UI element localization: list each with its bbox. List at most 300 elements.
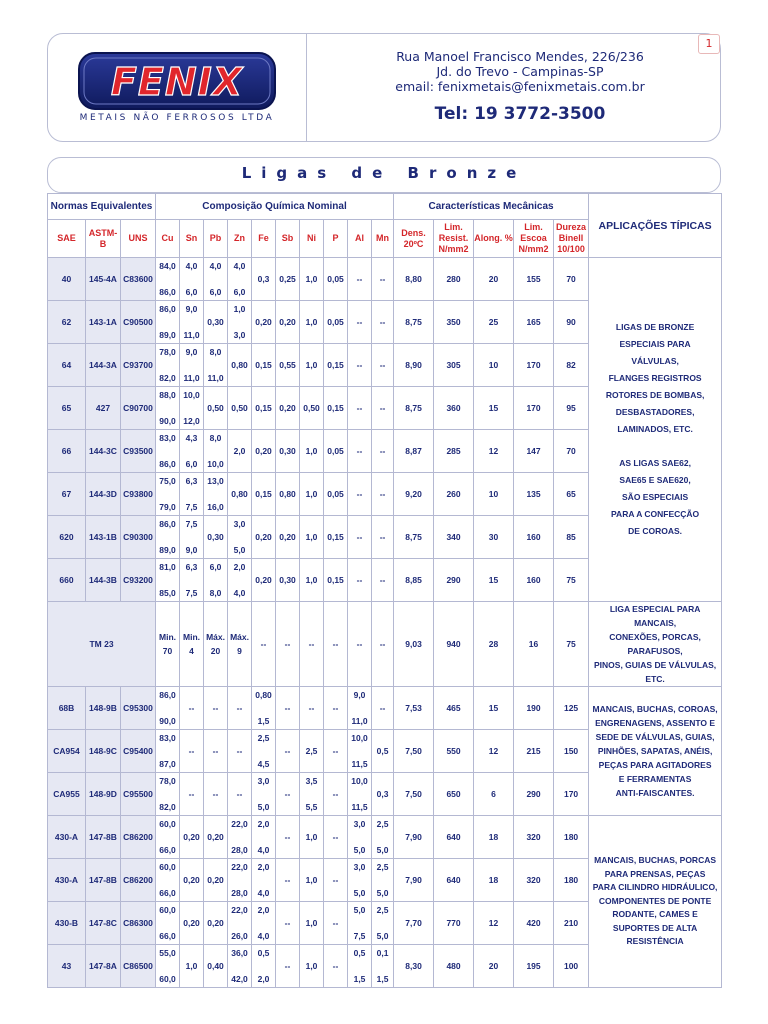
cell-astm: 147-8B: [86, 816, 121, 859]
cell-cu: 60,0 66,0: [156, 816, 180, 859]
application-line: PINHÕES, SAPATAS, ANÉIS,: [597, 746, 713, 756]
cell-p: 0,05: [324, 301, 348, 344]
cell-along: 12: [474, 430, 514, 473]
cell-lim-resist: 770: [434, 902, 474, 945]
cell-al: 10,0 11,5: [348, 730, 372, 773]
cell-p: --: [324, 816, 348, 859]
cell-along: 15: [474, 687, 514, 730]
cell-sb: --: [276, 902, 300, 945]
cell-pb: 8,0 11,0: [204, 344, 228, 387]
cell-uns: C90300: [121, 516, 156, 559]
cell-lim-escoa: 135: [514, 473, 554, 516]
cell-dens: 8,90: [394, 344, 434, 387]
cell-dureza: 82: [554, 344, 589, 387]
cell-p: 0,05: [324, 258, 348, 301]
cell-uns: C95500: [121, 773, 156, 816]
cell-lim-resist: 550: [434, 730, 474, 773]
application-line: ENGRENAGENS, ASSENTO E: [595, 718, 716, 728]
cell-dureza: 180: [554, 859, 589, 902]
cell-sn: --: [180, 773, 204, 816]
cell-along: 15: [474, 387, 514, 430]
application-line: RESISTÊNCIA: [626, 936, 684, 947]
cell-al: --: [348, 602, 372, 687]
cell-dureza: 210: [554, 902, 589, 945]
cell-tm23-name: TM 23: [48, 602, 156, 687]
column-header-sn: Sn: [180, 220, 204, 258]
cell-astm: 144-3D: [86, 473, 121, 516]
cell-uns: C90500: [121, 301, 156, 344]
cell-sb: 0,20: [276, 301, 300, 344]
cell-sn: 0,20: [180, 816, 204, 859]
cell-dens: 8,85: [394, 559, 434, 602]
cell-astm: 143-1A: [86, 301, 121, 344]
applications-group-1: [589, 258, 722, 602]
cell-dens: 8,75: [394, 387, 434, 430]
cell-ni: 1,0: [300, 859, 324, 902]
cell-mn: --: [372, 602, 394, 687]
cell-fe: 2,0 4,0: [252, 902, 276, 945]
cell-uns: C86200: [121, 859, 156, 902]
application-line: PINOS, GUIAS DE VÁLVULAS, ETC.: [594, 660, 717, 684]
cell-pb: --: [204, 687, 228, 730]
cell-along: 28: [474, 602, 514, 687]
cell-sn: --: [180, 730, 204, 773]
cell-fe: 0,3: [252, 258, 276, 301]
cell-sn: 0,20: [180, 902, 204, 945]
cell-lim-resist: 465: [434, 687, 474, 730]
application-line: FLANGES REGISTROS: [608, 373, 702, 383]
cell-dens: 9,20: [394, 473, 434, 516]
cell-zn: Máx. 9: [228, 602, 252, 687]
cell-p: --: [324, 902, 348, 945]
cell-p: 0,05: [324, 430, 348, 473]
fenix-logo: [78, 52, 276, 110]
cell-lim-resist: 480: [434, 945, 474, 988]
cell-dens: 8,75: [394, 301, 434, 344]
cell-mn: --: [372, 387, 394, 430]
cell-sb: --: [276, 773, 300, 816]
cell-ni: 1,0: [300, 816, 324, 859]
cell-dureza: 70: [554, 258, 589, 301]
cell-astm: 144-3A: [86, 344, 121, 387]
cell-zn: 0,50: [228, 387, 252, 430]
cell-zn: 2,0: [228, 430, 252, 473]
cell-dureza: 75: [554, 559, 589, 602]
application-line: COMPONENTES DE PONTE: [598, 895, 712, 906]
application-line: ANTI-FAISCANTES.: [615, 788, 695, 798]
cell-ni: 1,0: [300, 516, 324, 559]
cell-sb: 0,25: [276, 258, 300, 301]
cell-pb: 0,30: [204, 516, 228, 559]
header-divider: [306, 33, 307, 142]
cell-al: --: [348, 473, 372, 516]
cell-dureza: 150: [554, 730, 589, 773]
cell-sae: 66: [48, 430, 86, 473]
cell-uns: C95400: [121, 730, 156, 773]
cell-lim-escoa: 147: [514, 430, 554, 473]
cell-lim-resist: 350: [434, 301, 474, 344]
cell-zn: 36,0 42,0: [228, 945, 252, 988]
cell-uns: C93500: [121, 430, 156, 473]
cell-sn: 7,5 9,0: [180, 516, 204, 559]
cell-uns: C93700: [121, 344, 156, 387]
cell-pb: Máx. 20: [204, 602, 228, 687]
cell-p: --: [324, 945, 348, 988]
cell-sb: --: [276, 945, 300, 988]
application-line: E FERRAMENTAS: [618, 774, 692, 784]
application-line: CONEXÕES, PORCAS, PARAFUSOS,: [609, 632, 701, 656]
cell-dureza: 90: [554, 301, 589, 344]
applications-group-2: [589, 687, 722, 816]
cell-pb: 0,20: [204, 816, 228, 859]
cell-sae: 430-B: [48, 902, 86, 945]
application-line: PARA PRENSAS, PEÇAS: [604, 868, 706, 879]
cell-lim-escoa: 160: [514, 516, 554, 559]
cell-lim-resist: 290: [434, 559, 474, 602]
cell-lim-escoa: 320: [514, 816, 554, 859]
cell-uns: C83600: [121, 258, 156, 301]
application-line: VÁLVULAS,: [631, 356, 679, 366]
cell-ni: 1,0: [300, 301, 324, 344]
cell-lim-resist: 640: [434, 816, 474, 859]
cell-fe: 0,15: [252, 344, 276, 387]
cell-along: 30: [474, 516, 514, 559]
application-line: PARA A CONFECÇÃO: [611, 509, 700, 519]
column-header-dens: Dens. 20ºC: [394, 220, 434, 258]
cell-astm: 148-9D: [86, 773, 121, 816]
cell-al: --: [348, 301, 372, 344]
application-line: SEDE DE VÁLVULAS, GUIAS,: [595, 732, 715, 742]
cell-uns: C93200: [121, 559, 156, 602]
cell-dens: 7,90: [394, 816, 434, 859]
cell-fe: 0,20: [252, 430, 276, 473]
cell-along: 10: [474, 473, 514, 516]
page-title: Ligas de Bronze: [241, 164, 527, 182]
column-header-zn: Zn: [228, 220, 252, 258]
cell-sb: --: [276, 602, 300, 687]
column-header-uns: UNS: [121, 220, 156, 258]
cell-dens: 9,03: [394, 602, 434, 687]
cell-ni: 3,5 5,5: [300, 773, 324, 816]
cell-p: --: [324, 730, 348, 773]
cell-mn: 2,5 5,0: [372, 859, 394, 902]
column-header-along: Along. %: [474, 220, 514, 258]
cell-cu: 81,0 85,0: [156, 559, 180, 602]
cell-along: 25: [474, 301, 514, 344]
cell-lim-escoa: 155: [514, 258, 554, 301]
application-line: PEÇAS PARA AGITADORES: [598, 760, 712, 770]
cell-mn: --: [372, 344, 394, 387]
cell-pb: 4,0 6,0: [204, 258, 228, 301]
cell-along: 18: [474, 859, 514, 902]
cell-fe: 0,20: [252, 301, 276, 344]
cell-sn: --: [180, 687, 204, 730]
cell-lim-resist: 650: [434, 773, 474, 816]
applications-tm23: [589, 602, 722, 687]
cell-pb: --: [204, 773, 228, 816]
cell-dens: 7,90: [394, 859, 434, 902]
cell-sae: 660: [48, 559, 86, 602]
cell-ni: 2,5: [300, 730, 324, 773]
cell-zn: --: [228, 773, 252, 816]
cell-sn: 1,0: [180, 945, 204, 988]
cell-sb: 0,30: [276, 430, 300, 473]
cell-pb: 6,0 8,0: [204, 559, 228, 602]
cell-cu: 88,0 90,0: [156, 387, 180, 430]
column-header-lim-resist: Lim. Resist. N/mm2: [434, 220, 474, 258]
cell-lim-resist: 260: [434, 473, 474, 516]
cell-sae: CA955: [48, 773, 86, 816]
table-row: [48, 602, 722, 687]
cell-zn: 22,0 28,0: [228, 859, 252, 902]
cell-cu: 60,0 66,0: [156, 902, 180, 945]
group-header-caracteristicas: Características Mecânicas: [394, 194, 589, 220]
cell-ni: 1,0: [300, 473, 324, 516]
cell-cu: 78,0 82,0: [156, 344, 180, 387]
cell-p: --: [324, 687, 348, 730]
column-header-al: Al: [348, 220, 372, 258]
cell-lim-escoa: 420: [514, 902, 554, 945]
table-row: [48, 816, 722, 859]
cell-sae: 40: [48, 258, 86, 301]
application-line: RODANTE, CAMES E: [612, 909, 698, 920]
cell-astm: 143-1B: [86, 516, 121, 559]
cell-along: 20: [474, 258, 514, 301]
cell-zn: 22,0 26,0: [228, 902, 252, 945]
cell-dens: 7,50: [394, 730, 434, 773]
cell-mn: --: [372, 559, 394, 602]
table-row: [48, 258, 722, 301]
cell-al: --: [348, 387, 372, 430]
cell-fe: 2,5 4,5: [252, 730, 276, 773]
cell-astm: 148-9B: [86, 687, 121, 730]
cell-mn: 2,5 5,0: [372, 816, 394, 859]
cell-uns: C90700: [121, 387, 156, 430]
cell-lim-escoa: 195: [514, 945, 554, 988]
cell-astm: 147-8C: [86, 902, 121, 945]
cell-ni: 1,0: [300, 258, 324, 301]
cell-al: 3,0 5,0: [348, 859, 372, 902]
cell-zn: 2,0 4,0: [228, 559, 252, 602]
cell-p: 0,15: [324, 387, 348, 430]
column-header-pb: Pb: [204, 220, 228, 258]
cell-sn: 6,3 7,5: [180, 473, 204, 516]
cell-zn: 1,0 3,0: [228, 301, 252, 344]
cell-p: 0,15: [324, 559, 348, 602]
table-row: [48, 687, 722, 730]
cell-fe: 0,20: [252, 516, 276, 559]
cell-zn: 0,80: [228, 344, 252, 387]
cell-lim-escoa: 160: [514, 559, 554, 602]
cell-fe: 2,0 4,0: [252, 859, 276, 902]
column-header-astm: ASTM-B: [86, 220, 121, 258]
cell-pb: 0,20: [204, 902, 228, 945]
cell-uns: C86200: [121, 816, 156, 859]
cell-ni: 1,0: [300, 430, 324, 473]
column-header-dureza: Dureza Binell 10/100: [554, 220, 589, 258]
cell-astm: 148-9C: [86, 730, 121, 773]
cell-zn: 3,0 5,0: [228, 516, 252, 559]
cell-pb: 13,0 16,0: [204, 473, 228, 516]
cell-ni: --: [300, 602, 324, 687]
column-header-mn: Mn: [372, 220, 394, 258]
column-header-sae: SAE: [48, 220, 86, 258]
application-line: LAMINADOS, ETC.: [617, 424, 693, 434]
cell-lim-escoa: 170: [514, 387, 554, 430]
svg-text:FENIX: FENIX: [110, 60, 244, 104]
application-line: SÃO ESPECIAIS: [622, 492, 689, 502]
group-header-aplicacoes: APLICAÇÕES TÍPICAS: [589, 194, 722, 258]
cell-ni: 1,0: [300, 945, 324, 988]
cell-uns: C95300: [121, 687, 156, 730]
telephone: Tel: 19 3772-3500: [434, 104, 606, 124]
cell-mn: 0,1 1,5: [372, 945, 394, 988]
application-line: MANCAIS, BUCHAS, PORCAS: [594, 855, 717, 866]
cell-lim-resist: 640: [434, 859, 474, 902]
email-line[interactable]: email: fenixmetais@fenixmetais.com.br: [395, 79, 645, 94]
cell-along: 10: [474, 344, 514, 387]
cell-lim-escoa: 16: [514, 602, 554, 687]
cell-lim-escoa: 215: [514, 730, 554, 773]
cell-zn: 0,80: [228, 473, 252, 516]
cell-astm: 144-3B: [86, 559, 121, 602]
application-line: SAE65 E SAE620,: [619, 475, 691, 485]
bronze-alloys-table: [47, 193, 722, 988]
cell-lim-escoa: 170: [514, 344, 554, 387]
cell-astm: 427: [86, 387, 121, 430]
cell-al: 3,0 5,0: [348, 816, 372, 859]
cell-p: 0,05: [324, 473, 348, 516]
cell-dureza: 95: [554, 387, 589, 430]
cell-along: 18: [474, 816, 514, 859]
cell-mn: --: [372, 258, 394, 301]
cell-pb: --: [204, 730, 228, 773]
application-line: AS LIGAS SAE62,: [619, 458, 691, 468]
cell-sb: --: [276, 687, 300, 730]
cell-sae: 68B: [48, 687, 86, 730]
cell-sn: 9,0 11,0: [180, 344, 204, 387]
column-header-cu: Cu: [156, 220, 180, 258]
cell-lim-escoa: 165: [514, 301, 554, 344]
cell-al: --: [348, 430, 372, 473]
cell-lim-escoa: 190: [514, 687, 554, 730]
cell-dens: 7,70: [394, 902, 434, 945]
cell-sae: 620: [48, 516, 86, 559]
cell-lim-resist: 360: [434, 387, 474, 430]
cell-al: --: [348, 559, 372, 602]
cell-ni: 1,0: [300, 344, 324, 387]
cell-sb: 0,80: [276, 473, 300, 516]
cell-zn: --: [228, 730, 252, 773]
cell-along: 12: [474, 730, 514, 773]
cell-sb: --: [276, 859, 300, 902]
address-line-1: Rua Manoel Francisco Mendes, 226/236: [396, 49, 644, 64]
cell-pb: 8,0 10,0: [204, 430, 228, 473]
column-header-sb: Sb: [276, 220, 300, 258]
cell-p: 0,15: [324, 344, 348, 387]
cell-dureza: 65: [554, 473, 589, 516]
cell-dens: 8,80: [394, 258, 434, 301]
application-line: SUPORTES DE ALTA: [612, 922, 698, 933]
cell-zn: 22,0 28,0: [228, 816, 252, 859]
cell-along: 12: [474, 902, 514, 945]
cell-cu: 55,0 60,0: [156, 945, 180, 988]
cell-dureza: 75: [554, 602, 589, 687]
cell-cu: 83,0 87,0: [156, 730, 180, 773]
cell-dens: 7,50: [394, 773, 434, 816]
cell-dens: 7,53: [394, 687, 434, 730]
cell-lim-escoa: 290: [514, 773, 554, 816]
cell-sb: --: [276, 730, 300, 773]
page-number: 1: [698, 34, 720, 54]
cell-dureza: 180: [554, 816, 589, 859]
cell-al: 5,0 7,5: [348, 902, 372, 945]
cell-pb: 0,20: [204, 859, 228, 902]
cell-mn: 0,5: [372, 730, 394, 773]
cell-fe: 0,15: [252, 473, 276, 516]
cell-p: --: [324, 773, 348, 816]
application-line: ESPECIAIS PARA: [619, 339, 691, 349]
cell-sn: 4,3 6,0: [180, 430, 204, 473]
cell-dureza: 125: [554, 687, 589, 730]
cell-fe: 0,20: [252, 559, 276, 602]
column-header-fe: Fe: [252, 220, 276, 258]
cell-cu: 86,0 89,0: [156, 301, 180, 344]
cell-sae: 64: [48, 344, 86, 387]
cell-ni: 1,0: [300, 559, 324, 602]
cell-astm: 144-3C: [86, 430, 121, 473]
cell-sn: 6,3 7,5: [180, 559, 204, 602]
cell-p: 0,15: [324, 516, 348, 559]
cell-lim-resist: 285: [434, 430, 474, 473]
cell-lim-resist: 940: [434, 602, 474, 687]
cell-cu: 86,0 89,0: [156, 516, 180, 559]
cell-al: 10,0 11,5: [348, 773, 372, 816]
cell-mn: --: [372, 430, 394, 473]
cell-sn: 9,0 11,0: [180, 301, 204, 344]
cell-astm: 147-8A: [86, 945, 121, 988]
cell-dureza: 70: [554, 430, 589, 473]
cell-dureza: 85: [554, 516, 589, 559]
cell-mn: --: [372, 516, 394, 559]
applications-group-3: [589, 816, 722, 988]
cell-p: --: [324, 859, 348, 902]
cell-fe: 3,0 5,0: [252, 773, 276, 816]
cell-fe: 0,80 1,5: [252, 687, 276, 730]
cell-zn: 4,0 6,0: [228, 258, 252, 301]
cell-fe: 0,5 2,0: [252, 945, 276, 988]
cell-along: 15: [474, 559, 514, 602]
cell-mn: --: [372, 301, 394, 344]
application-line: [589, 438, 721, 455]
cell-ni: 1,0: [300, 902, 324, 945]
cell-sn: 0,20: [180, 859, 204, 902]
cell-ni: --: [300, 687, 324, 730]
application-line: ROTORES DE BOMBAS,: [605, 390, 705, 400]
application-line: DESBASTADORES,: [615, 407, 695, 417]
cell-dens: 8,87: [394, 430, 434, 473]
cell-sae: 67: [48, 473, 86, 516]
cell-fe: 2,0 4,0: [252, 816, 276, 859]
cell-fe: 0,15: [252, 387, 276, 430]
cell-sae: 430-A: [48, 859, 86, 902]
cell-cu: 60,0 66,0: [156, 859, 180, 902]
cell-al: --: [348, 516, 372, 559]
cell-sae: 43: [48, 945, 86, 988]
cell-lim-escoa: 320: [514, 859, 554, 902]
cell-along: 6: [474, 773, 514, 816]
cell-uns: C86300: [121, 902, 156, 945]
